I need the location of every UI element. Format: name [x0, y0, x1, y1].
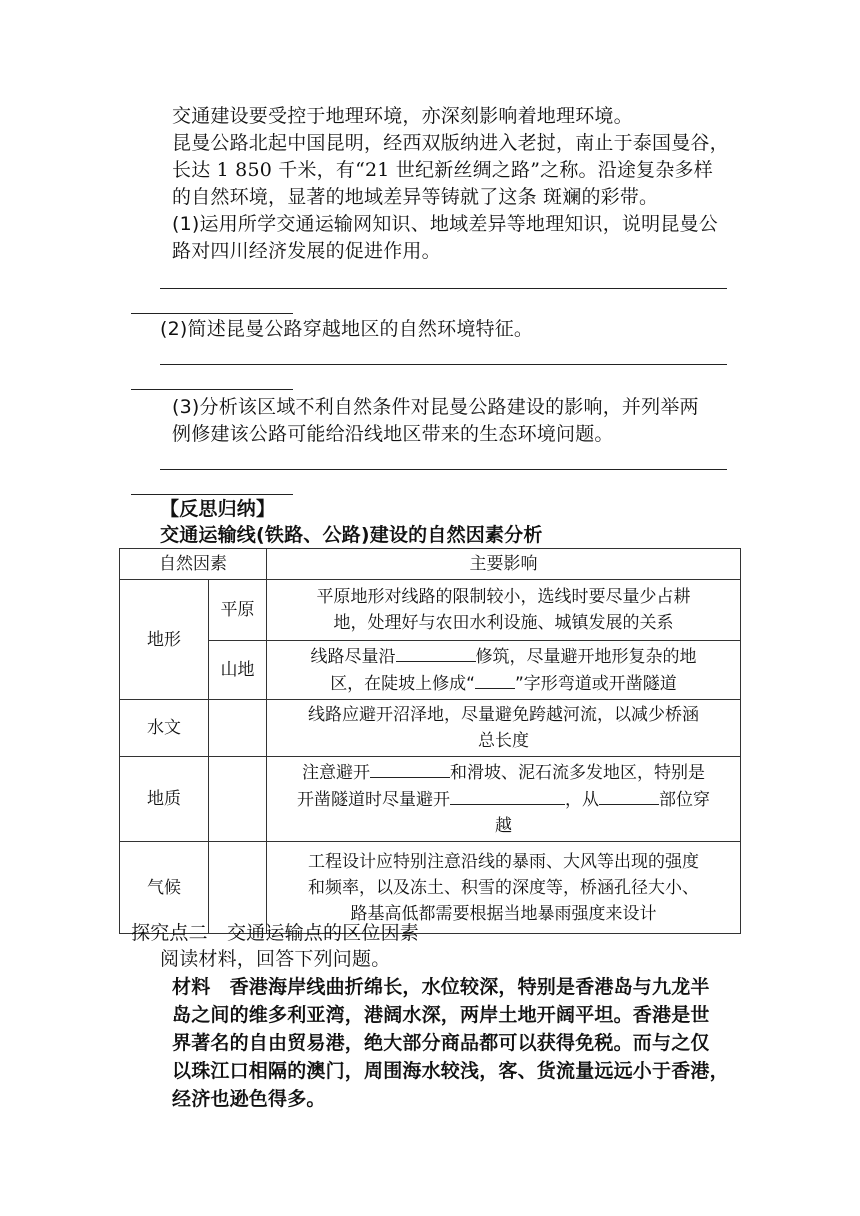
- intro-line-2: 昆曼公路北起中国昆明，经西双版纳进入老挝，南止于泰国曼谷，: [172, 132, 729, 154]
- answer-line: [131, 313, 293, 314]
- table-row-hydrology: [120, 700, 741, 757]
- effect-mountain-text: 区，在陡坡上修成“: [330, 674, 475, 694]
- effect-hydrology: [267, 700, 741, 757]
- effect-mountain-text: 线路尽量沿: [310, 647, 396, 667]
- effect-hydrology-line-1: 线路应避开沼泽地，尽量避免跨越河流，以减少桥涵: [308, 705, 699, 725]
- empty-cell: [209, 700, 267, 757]
- fill-blank[interactable]: [599, 786, 659, 805]
- fill-blank[interactable]: [450, 786, 565, 805]
- effect-climate-line-1: 工程设计应特别注意沿线的暴雨、大风等出现的强度: [308, 851, 699, 872]
- effect-plain-line-2: 地，处理好与农田水利设施、城镇发展的关系: [333, 613, 674, 633]
- material-line-3: 界著名的自由贸易港，绝大部分商品都可以获得免税。而与之仅: [172, 1032, 710, 1054]
- fill-blank[interactable]: [370, 759, 450, 778]
- answer-line: [131, 494, 293, 495]
- instruction: 阅读材料，回答下列问题。: [160, 948, 391, 970]
- factor-terrain: 地形: [120, 580, 209, 700]
- effect-geology-text: 开凿隧道时尽量避开: [297, 790, 450, 810]
- effect-geology-text: 注意避开: [302, 763, 370, 783]
- intro-line-3: 长达 1 850 千米，有“21 世纪新丝绸之路”之称。沿途复杂多样: [172, 159, 713, 181]
- natural-factor-table: [119, 548, 741, 934]
- effect-geology: [267, 757, 741, 842]
- effect-geology-text: ，从: [565, 790, 599, 810]
- reflection-heading: 【反思归纳】: [160, 498, 276, 520]
- table-title: 交通运输线(铁路、公路)建设的自然因素分析: [160, 524, 543, 546]
- subfactor-mountain: 山地: [209, 641, 267, 700]
- empty-cell: [209, 757, 267, 842]
- answer-line: [160, 364, 727, 365]
- table-row-geology: [120, 757, 741, 842]
- effect-mountain: [267, 641, 741, 700]
- answer-line: [131, 389, 293, 390]
- header-effect: 主要影响: [267, 549, 741, 580]
- answer-line: [160, 469, 727, 470]
- header-factor: 自然因素: [120, 549, 267, 580]
- answer-line: [160, 288, 727, 289]
- intro-line-1: 交通建设要受控于地理环境，亦深刻影响着地理环境。: [172, 105, 633, 127]
- fill-blank[interactable]: [475, 670, 515, 689]
- question-1-line-2: 路对四川经济发展的促进作用。: [172, 240, 441, 262]
- material-line-5: 经济也逊色得多。: [172, 1088, 326, 1110]
- factor-hydrology: 水文: [120, 700, 209, 757]
- subfactor-plain: 平原: [209, 580, 267, 641]
- effect-plain: [267, 580, 741, 641]
- material-line-1: 材料 香港海岸线曲折绵长，水位较深，特别是香港岛与九龙半: [172, 976, 710, 998]
- effect-hydrology-line-2: 总长度: [478, 731, 529, 751]
- effect-geology-text: 和滑坡、泥石流多发地区，特别是: [450, 763, 705, 783]
- factor-geology: 地质: [120, 757, 209, 842]
- effect-plain-line-1: 平原地形对线路的限制较小，选线时要尽量少占耕: [316, 587, 691, 607]
- section-heading: 探究点二 交通运输点的区位因素: [131, 922, 420, 944]
- intro-line-4: 的自然环境，显著的地域差异等铸就了这条 斑斓的彩带。: [172, 186, 659, 208]
- effect-mountain-text: ”字形弯道或开凿隧道: [515, 674, 677, 694]
- question-1-line-1: (1)运用所学交通运输网知识、地域差异等地理知识，说明昆曼公: [172, 213, 718, 235]
- fill-blank[interactable]: [396, 643, 476, 662]
- question-3-line-1: (3)分析该区域不利自然条件对昆曼公路建设的影响，并列举两: [172, 396, 699, 418]
- effect-climate-line-2: 和频率，以及冻土、积雪的深度等，桥涵孔径大小、: [308, 877, 699, 898]
- effect-geology-text: 部位穿: [659, 790, 710, 810]
- material-line-4: 以珠江口相隔的澳门，周围海水较浅，客、货流量远远小于香港，: [172, 1060, 729, 1082]
- table-header-row: [120, 549, 741, 580]
- table-row-plain: [120, 580, 741, 641]
- effect-geology-text: 越: [495, 816, 512, 836]
- question-2: (2)简述昆曼公路穿越地区的自然环境特征。: [160, 318, 534, 340]
- effect-mountain-text: 修筑，尽量避开地形复杂的地: [475, 647, 697, 667]
- material-line-2: 岛之间的维多利亚湾，港阔水深，两岸土地开阔平坦。香港是世: [172, 1004, 710, 1026]
- table-row-mountain: [120, 641, 741, 700]
- question-3-line-2: 例修建该公路可能给沿线地区带来的生态环境问题。: [172, 423, 614, 445]
- effect-climate-line-3: 路基高低都需要根据当地暴雨强度来设计: [350, 903, 657, 924]
- factor-climate: 气候: [120, 842, 209, 934]
